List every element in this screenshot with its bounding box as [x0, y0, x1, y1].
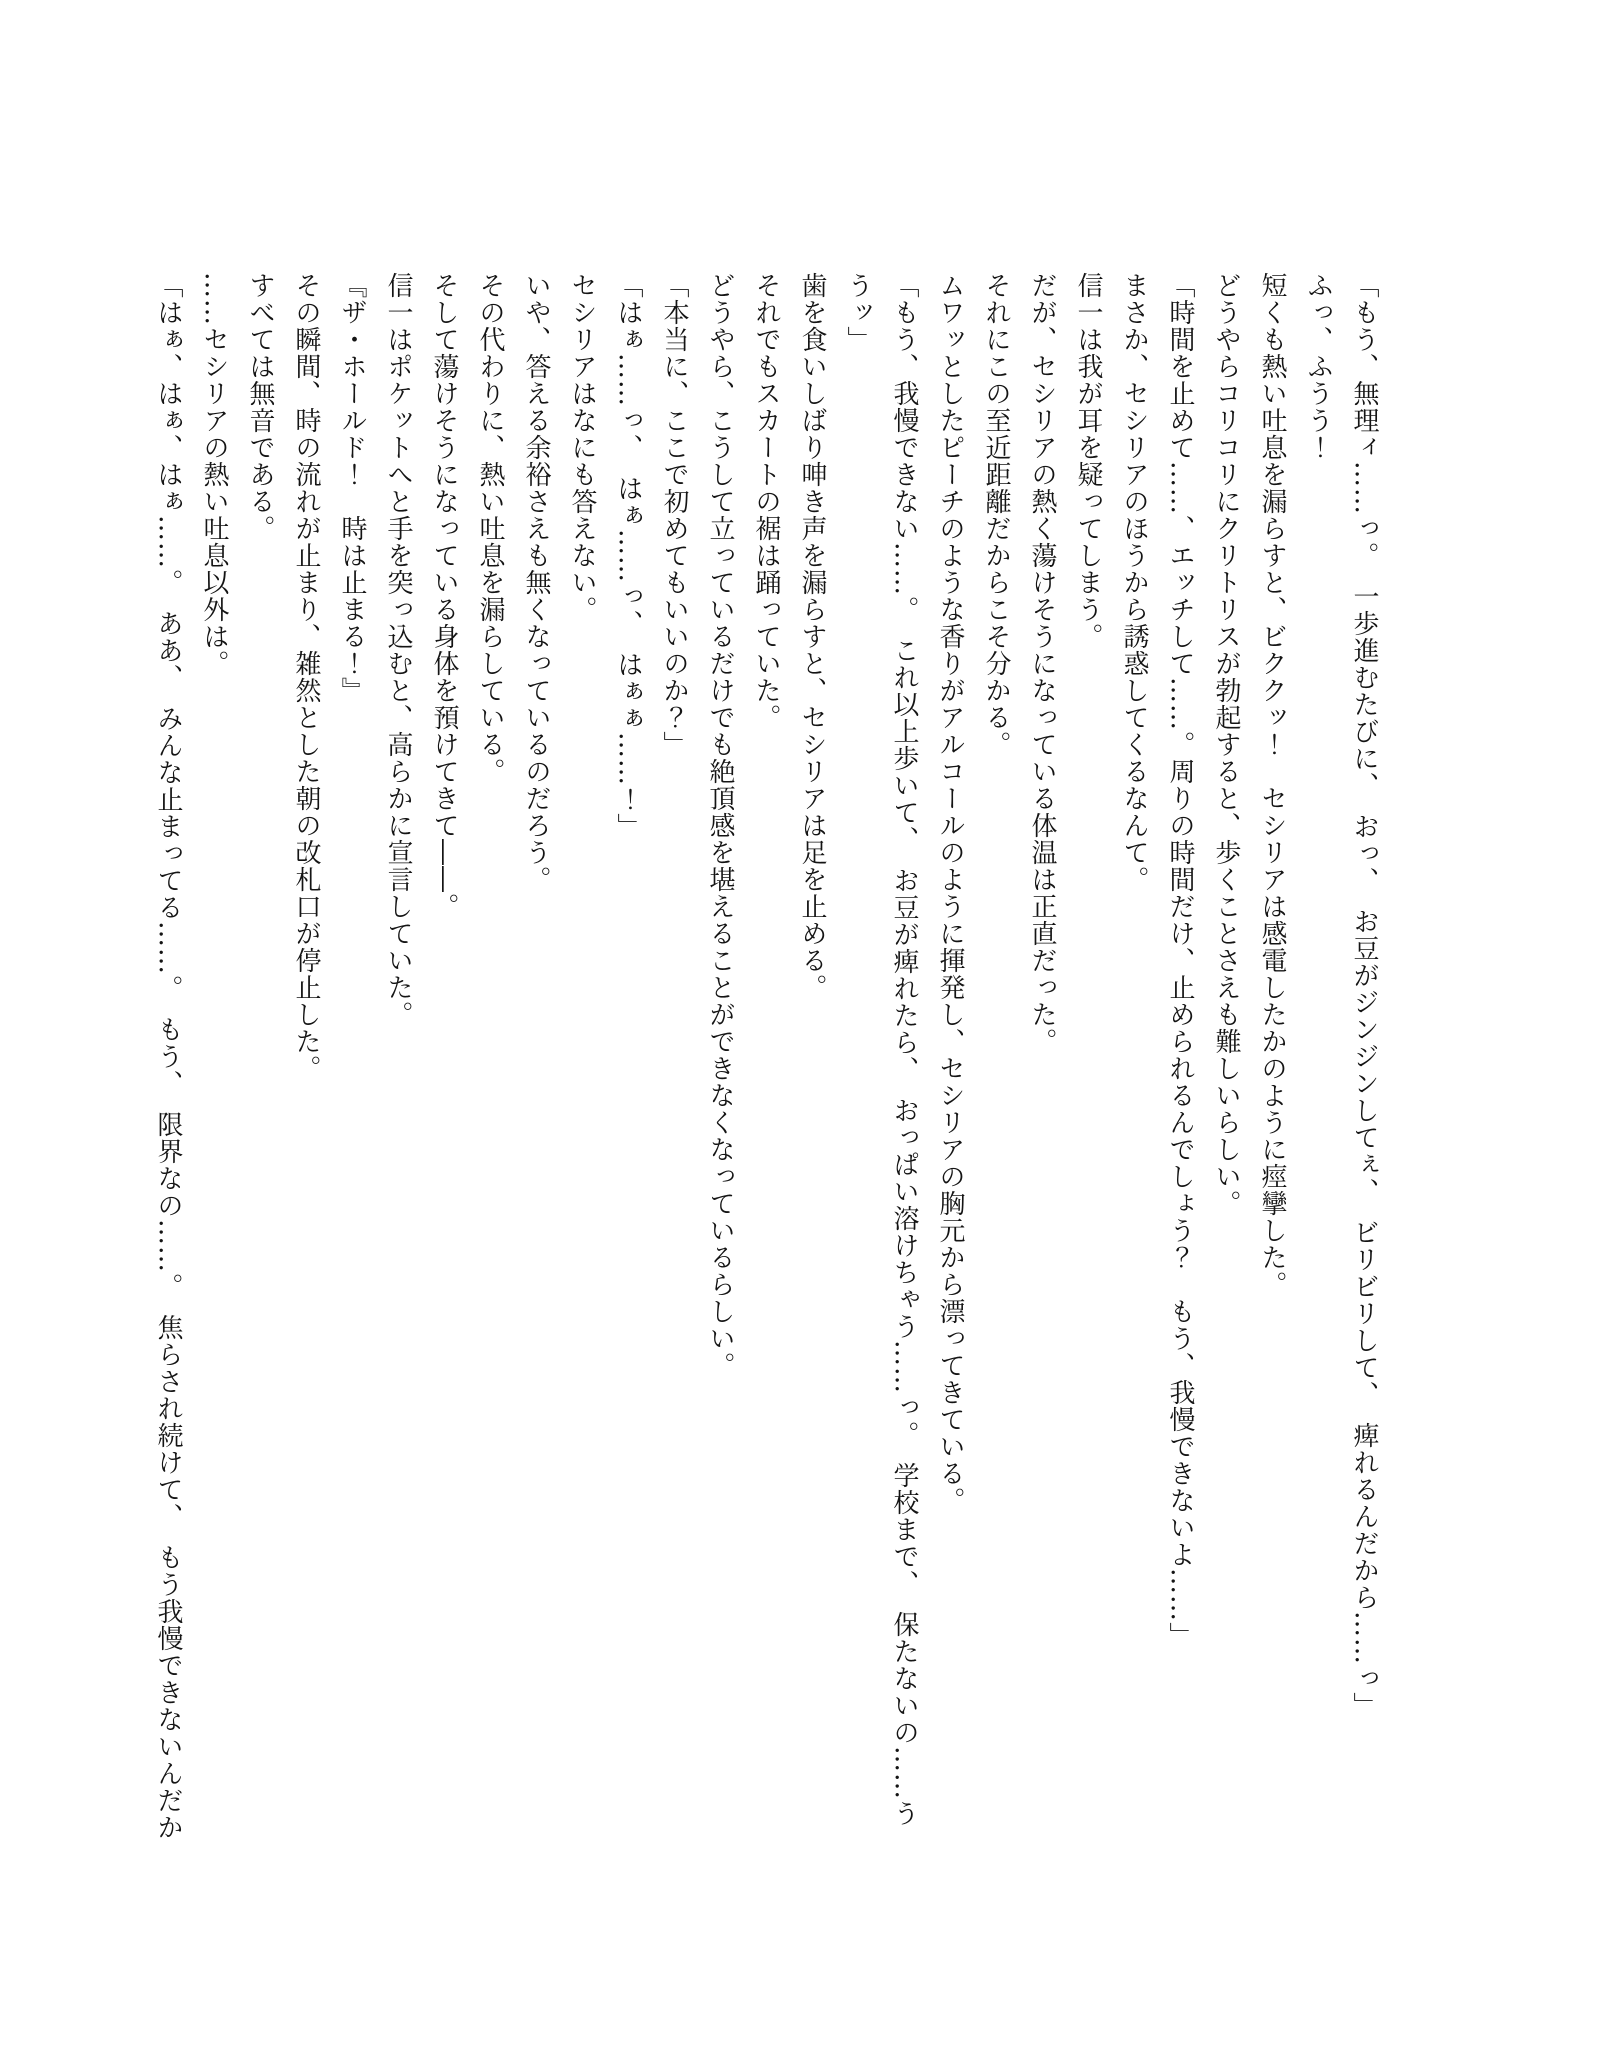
text-line-narration: どうやらコリコリにクリトリスが勃起すると、歩くことさえも難しいらしい。: [1211, 272, 1241, 1217]
text-line-narration: 短くも熱い吐息を漏らすと、ビククッ！ セシリアは感電したかのように痙攣した。: [1257, 272, 1287, 1298]
text-line-narration: いや、答える余裕さえも無くなっているのだろう。: [521, 272, 551, 893]
text-line-narration: 信一はポケットへと手を突っ込むと、高らかに宣言していた。: [383, 272, 413, 1028]
text-line-narration: どうやら、こうして立っているだけでも絶頂感を堪えることができなくなっているらしい。: [705, 272, 735, 1379]
vertical-text-block: [145, 272, 1387, 1924]
text-line-continuation: うッ」: [843, 272, 873, 353]
text-line-narration: 信一は我が耳を疑ってしまう。: [1073, 272, 1103, 650]
text-line-narration: それにこの至近距離だからこそ分かる。: [981, 272, 1011, 758]
text-line-narration: ムワッとしたピーチのような香りがアルコールのように揮発し、セシリアの胸元から漂ってきている。: [935, 272, 965, 1514]
text-line-dialogue: 「もう、無理ィ……っ。 一歩進むたびに、 おっ、 お豆がジンジンしてぇ、 ビリビリして、 痺れるんだから……っ」: [1349, 272, 1379, 1719]
text-line-dialogue: 「時間を止めて……、エッチして……。周りの時間だけ、止められるんでしょう？ もう、我慢できないよ……」: [1165, 272, 1195, 1649]
text-line-narration: だが、セシリアの熱く蕩けそうになっている体温は正直だった。: [1027, 272, 1057, 1055]
text-line-dialogue: 「本当に、ここで初めてもいいのか？」: [659, 272, 689, 758]
text-line-dialogue: 「もう、我慢できない……。 これ以上歩いて、 お豆が痺れたら、 おっぱい溶けちゃう……っ。 学校まで、 保たないの……う: [889, 272, 919, 1827]
text-line-narration: その代わりに、熱い吐息を漏らしている。: [475, 272, 505, 785]
text-line-dialogue: 『ザ・ホールド！ 時は止まる！』: [337, 272, 367, 704]
text-line-narration: そして蕩けそうになっている身体を預けてきて――。: [429, 272, 459, 920]
text-line-dialogue: 「はぁ、はぁ、はぁ……。 ああ、 みんな止まってる……。 もう、 限界なの……。 焦らされ続けて、 もう我慢できないんだか: [153, 272, 183, 1841]
text-line-dialogue: 「はぁ……っ、 はぁ……っ、 はぁぁ……！」: [613, 272, 643, 840]
text-line-narration: セシリアはなにも答えない。: [567, 272, 597, 623]
text-line-narration: ……セシリアの熱い吐息以外は。: [199, 272, 229, 677]
text-line-narration: まさか、セシリアのほうから誘惑してくるなんて。: [1119, 272, 1149, 893]
text-line-narration: それでもスカートの裾は踊っていた。: [751, 272, 781, 731]
text-line-narration: ふっ、ふうう！: [1303, 272, 1333, 461]
text-line-narration: すべては無音である。: [245, 272, 275, 542]
text-line-narration: その瞬間、時の流れが止まり、雑然とした朝の改札口が停止した。: [291, 272, 321, 1082]
text-line-narration: 歯を食いしばり呻き声を漏らすと、セシリアは足を止める。: [797, 272, 827, 1001]
